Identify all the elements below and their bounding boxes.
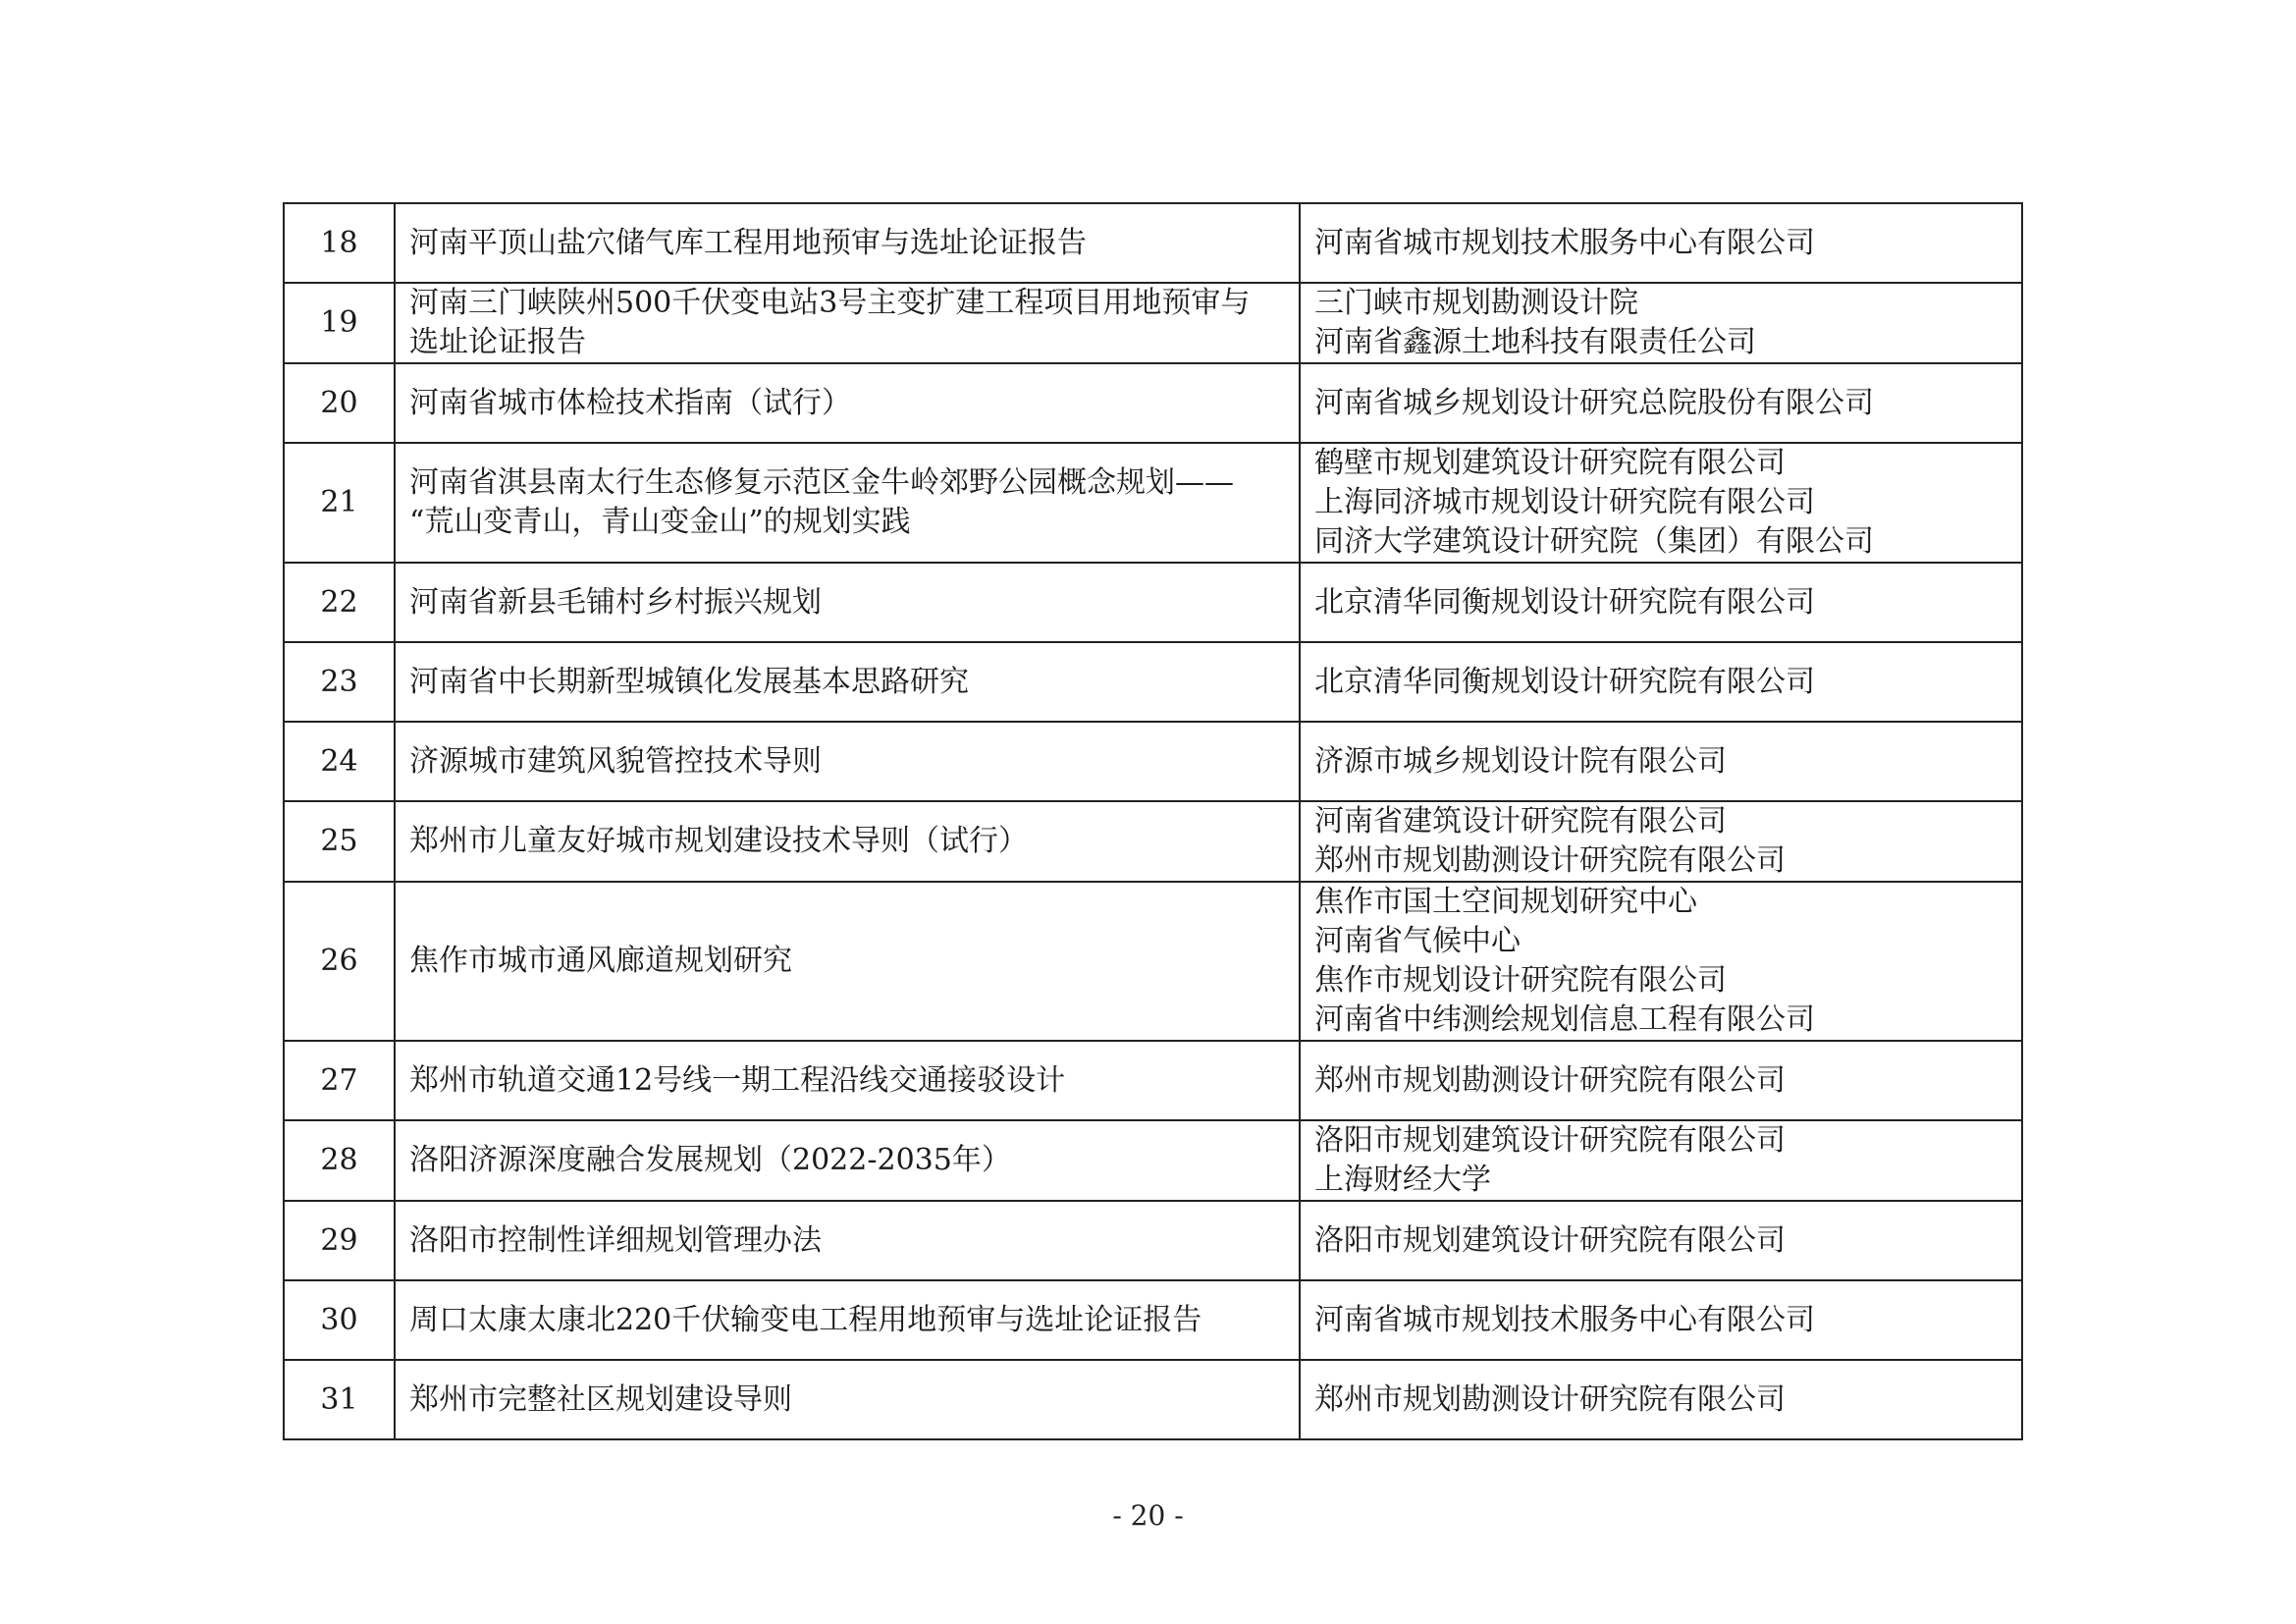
organization-name: 河南省鑫源土地科技有限责任公司: [1314, 325, 1756, 359]
organization-name: 北京清华同衡规划设计研究院有限公司: [1314, 584, 1815, 620]
row-number: 31: [284, 1360, 395, 1439]
project-title: 河南三门峡陕州500千伏变电站3号主变扩建工程项目用地预审与 选址论证报告: [395, 283, 1300, 363]
organization-cell: [1300, 563, 2022, 642]
table-row: [284, 1360, 2022, 1439]
project-title: 河南省新县毛铺村乡村振兴规划: [395, 563, 1300, 642]
row-number: 18: [284, 203, 395, 283]
organization-name: 河南省气候中心: [1314, 924, 1521, 958]
table-row: [284, 801, 2022, 882]
project-title: 河南省淇县南太行生态修复示范区金牛岭郊野公园概念规划—— “荒山变青山，青山变金山”的规划实践: [395, 443, 1300, 563]
row-number: 27: [284, 1041, 395, 1120]
row-number: 20: [284, 363, 395, 443]
table-row: [284, 1041, 2022, 1120]
row-number: 22: [284, 563, 395, 642]
row-number: 25: [284, 801, 395, 882]
organization-cell: [1300, 1120, 2022, 1201]
organization-cell: [1300, 722, 2022, 801]
table-row: [284, 363, 2022, 443]
organization-name: 河南省建筑设计研究院有限公司: [1314, 804, 1727, 839]
organization-cell: [1300, 882, 2022, 1041]
organization-name: 河南省中纬测绘规划信息工程有限公司: [1314, 1002, 1815, 1037]
organization-cell: [1300, 1201, 2022, 1280]
table-row: [284, 882, 2022, 1041]
project-award-table: [283, 202, 2023, 1440]
table-row: [284, 563, 2022, 642]
project-title: 郑州市完整社区规划建设导则: [395, 1360, 1300, 1439]
project-title: 焦作市城市通风廊道规划研究: [395, 882, 1300, 1041]
project-title: 河南平顶山盐穴储气库工程用地预审与选址论证报告: [395, 203, 1300, 283]
table-row: [284, 283, 2022, 363]
organization-name: 河南省城市规划技术服务中心有限公司: [1314, 1302, 1815, 1337]
organization-name: 郑州市规划勘测设计研究院有限公司: [1314, 1062, 1786, 1098]
organization-cell: [1300, 801, 2022, 882]
organization-name: 同济大学建筑设计研究院（集团）有限公司: [1314, 524, 1874, 559]
organization-name: 郑州市规划勘测设计研究院有限公司: [1314, 843, 1786, 878]
row-number: 26: [284, 882, 395, 1041]
table-row: [284, 722, 2022, 801]
project-title: 郑州市轨道交通12号线一期工程沿线交通接驳设计: [395, 1041, 1300, 1120]
table-row: [284, 1120, 2022, 1201]
table-row: [284, 443, 2022, 563]
row-number: 29: [284, 1201, 395, 1280]
organization-name: 三门峡市规划勘测设计院: [1314, 286, 1638, 320]
organization-name: 鹤壁市规划建筑设计研究院有限公司: [1314, 446, 1786, 480]
table-row: [284, 642, 2022, 722]
table-row: [284, 203, 2022, 283]
project-title: 洛阳市控制性详细规划管理办法: [395, 1201, 1300, 1280]
page-number: - 20 -: [1112, 1499, 1184, 1532]
organization-name: 郑州市规划勘测设计研究院有限公司: [1314, 1381, 1786, 1417]
organization-cell: [1300, 283, 2022, 363]
organization-cell: [1300, 443, 2022, 563]
project-title: 郑州市儿童友好城市规划建设技术导则（试行）: [395, 801, 1300, 882]
organization-cell: [1300, 363, 2022, 443]
row-number: 21: [284, 443, 395, 563]
row-number: 19: [284, 283, 395, 363]
organization-name: 上海同济城市规划设计研究院有限公司: [1314, 485, 1815, 519]
organization-cell: [1300, 1360, 2022, 1439]
row-number: 24: [284, 722, 395, 801]
row-number: 23: [284, 642, 395, 722]
organization-cell: [1300, 1041, 2022, 1120]
organization-name: 焦作市规划设计研究院有限公司: [1314, 963, 1727, 998]
organization-cell: [1300, 642, 2022, 722]
organization-cell: [1300, 203, 2022, 283]
organization-name: 河南省城乡规划设计研究总院股份有限公司: [1314, 385, 1874, 420]
project-title: 周口太康太康北220千伏输变电工程用地预审与选址论证报告: [395, 1280, 1300, 1360]
project-title: 河南省中长期新型城镇化发展基本思路研究: [395, 642, 1300, 722]
row-number: 28: [284, 1120, 395, 1201]
row-number: 30: [284, 1280, 395, 1360]
organization-name: 洛阳市规划建筑设计研究院有限公司: [1314, 1123, 1786, 1158]
organization-name: 上海财经大学: [1314, 1163, 1491, 1197]
organization-name: 北京清华同衡规划设计研究院有限公司: [1314, 664, 1815, 699]
table-row: [284, 1280, 2022, 1360]
organization-name: 焦作市国土空间规划研究中心: [1314, 885, 1697, 919]
project-title: 河南省城市体检技术指南（试行）: [395, 363, 1300, 443]
project-title: 洛阳济源深度融合发展规划（2022-2035年）: [395, 1120, 1300, 1201]
organization-name: 河南省城市规划技术服务中心有限公司: [1314, 225, 1815, 260]
organization-name: 济源市城乡规划设计院有限公司: [1314, 743, 1727, 779]
organization-name: 洛阳市规划建筑设计研究院有限公司: [1314, 1222, 1786, 1258]
organization-cell: [1300, 1280, 2022, 1360]
table-row: [284, 1201, 2022, 1280]
project-title: 济源城市建筑风貌管控技术导则: [395, 722, 1300, 801]
